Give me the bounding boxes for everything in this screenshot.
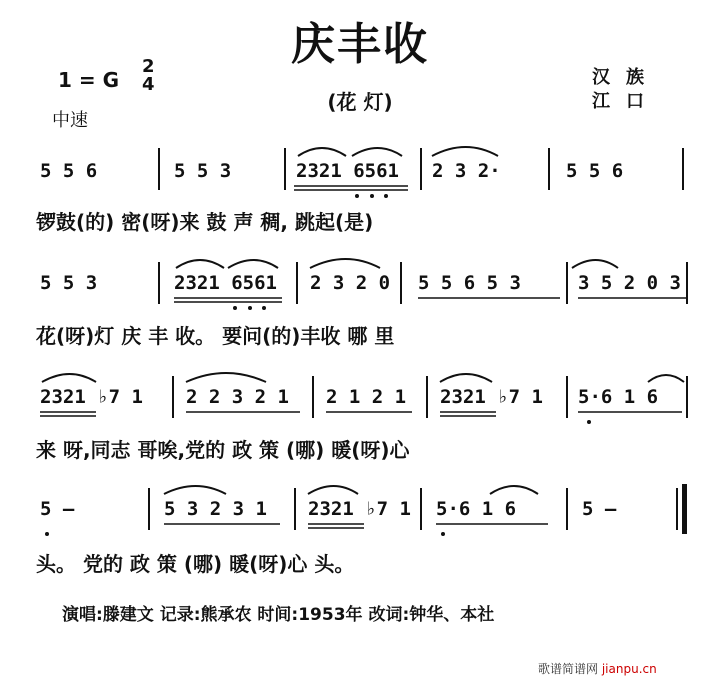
octave-dot bbox=[45, 532, 49, 536]
octave-dot bbox=[587, 420, 591, 424]
row1-measure5: 5 5 6 bbox=[566, 160, 624, 182]
slur bbox=[164, 486, 226, 494]
octave-dot bbox=[384, 194, 388, 198]
key-signature: 1 = G bbox=[58, 68, 120, 92]
row4-measure5: 5 — bbox=[582, 498, 617, 520]
origin-line-1: 汉族 bbox=[592, 67, 660, 88]
row2-measure5: 3 5 2 0 3 bbox=[578, 272, 681, 294]
row4-measure1: 5 — bbox=[40, 498, 75, 520]
site-watermark bbox=[538, 660, 657, 677]
octave-dot bbox=[441, 532, 445, 536]
row3-measure4: 2321 ♭7 1 bbox=[440, 386, 543, 408]
row1-measure2: 5 5 3 bbox=[174, 160, 232, 182]
row2-measure1: 5 5 3 bbox=[40, 272, 98, 294]
row2-measure3: 2 3 2 0 bbox=[310, 272, 391, 294]
row4-measure3: 2321 ♭7 1 bbox=[308, 498, 411, 520]
row1-measure1: 5 5 6 bbox=[40, 160, 98, 182]
row4-lyrics: 头。 党的 政 策 (哪) 暖(呀)心 头。 bbox=[36, 552, 355, 576]
octave-dot bbox=[248, 306, 252, 310]
slur bbox=[352, 148, 402, 156]
row3-measure5: 5·6 1 6 bbox=[578, 386, 659, 408]
row3-measure1: 2321 ♭7 1 bbox=[40, 386, 143, 408]
slur bbox=[186, 373, 266, 382]
origin-line-2: 江口 bbox=[592, 91, 660, 112]
time-signature-top: 2 bbox=[142, 56, 155, 77]
octave-dot bbox=[355, 194, 359, 198]
watermark-site: 歌谱简谱网 bbox=[538, 662, 599, 676]
row2-measure2: 2321 6561 bbox=[174, 272, 277, 294]
octave-dot bbox=[370, 194, 374, 198]
slur bbox=[176, 260, 224, 268]
row2-measure4: 5 5 6 5 3 bbox=[418, 272, 521, 294]
row4-measure4: 5·6 1 6 bbox=[436, 498, 517, 520]
slur bbox=[308, 486, 358, 494]
credits-line: 演唱:滕建文 记录:熊承农 时间:1953年 改词:钟华、本社 bbox=[62, 605, 495, 625]
row1-measure3: 2321 6561 bbox=[296, 160, 399, 182]
time-signature-bottom: 4 bbox=[142, 74, 155, 95]
song-subtitle: (花 灯) bbox=[327, 90, 393, 114]
octave-dot bbox=[262, 306, 266, 310]
song-title: 庆丰收 bbox=[291, 19, 429, 70]
row2-lyrics: 花(呀)灯 庆 丰 收。 要问(的)丰收 哪 里 bbox=[36, 324, 395, 348]
slur bbox=[432, 147, 498, 156]
tempo-marking: 中速 bbox=[52, 110, 88, 131]
row3-lyrics: 来 呀,同志 哥唉,党的 政 策 (哪) 暖(呀)心 bbox=[36, 438, 410, 462]
row3-measure3: 2 1 2 1 bbox=[326, 386, 407, 408]
row1-measure4: 2 3 2· bbox=[432, 160, 501, 182]
row4-measure2: 5 3 2 3 1 bbox=[164, 498, 267, 520]
slur bbox=[310, 259, 380, 268]
octave-dot bbox=[233, 306, 237, 310]
slur bbox=[228, 260, 278, 268]
slur bbox=[298, 148, 346, 156]
row3-measure2: 2 2 3 2 1 bbox=[186, 386, 289, 408]
slur bbox=[440, 374, 492, 382]
slur bbox=[572, 260, 618, 268]
slur bbox=[648, 375, 684, 382]
row1-lyrics: 锣鼓(的) 密(呀)来 鼓 声 稠, 跳起(是) bbox=[36, 210, 374, 234]
slur bbox=[42, 374, 96, 382]
watermark-url: jianpu.cn bbox=[601, 662, 657, 676]
slur bbox=[490, 486, 538, 494]
